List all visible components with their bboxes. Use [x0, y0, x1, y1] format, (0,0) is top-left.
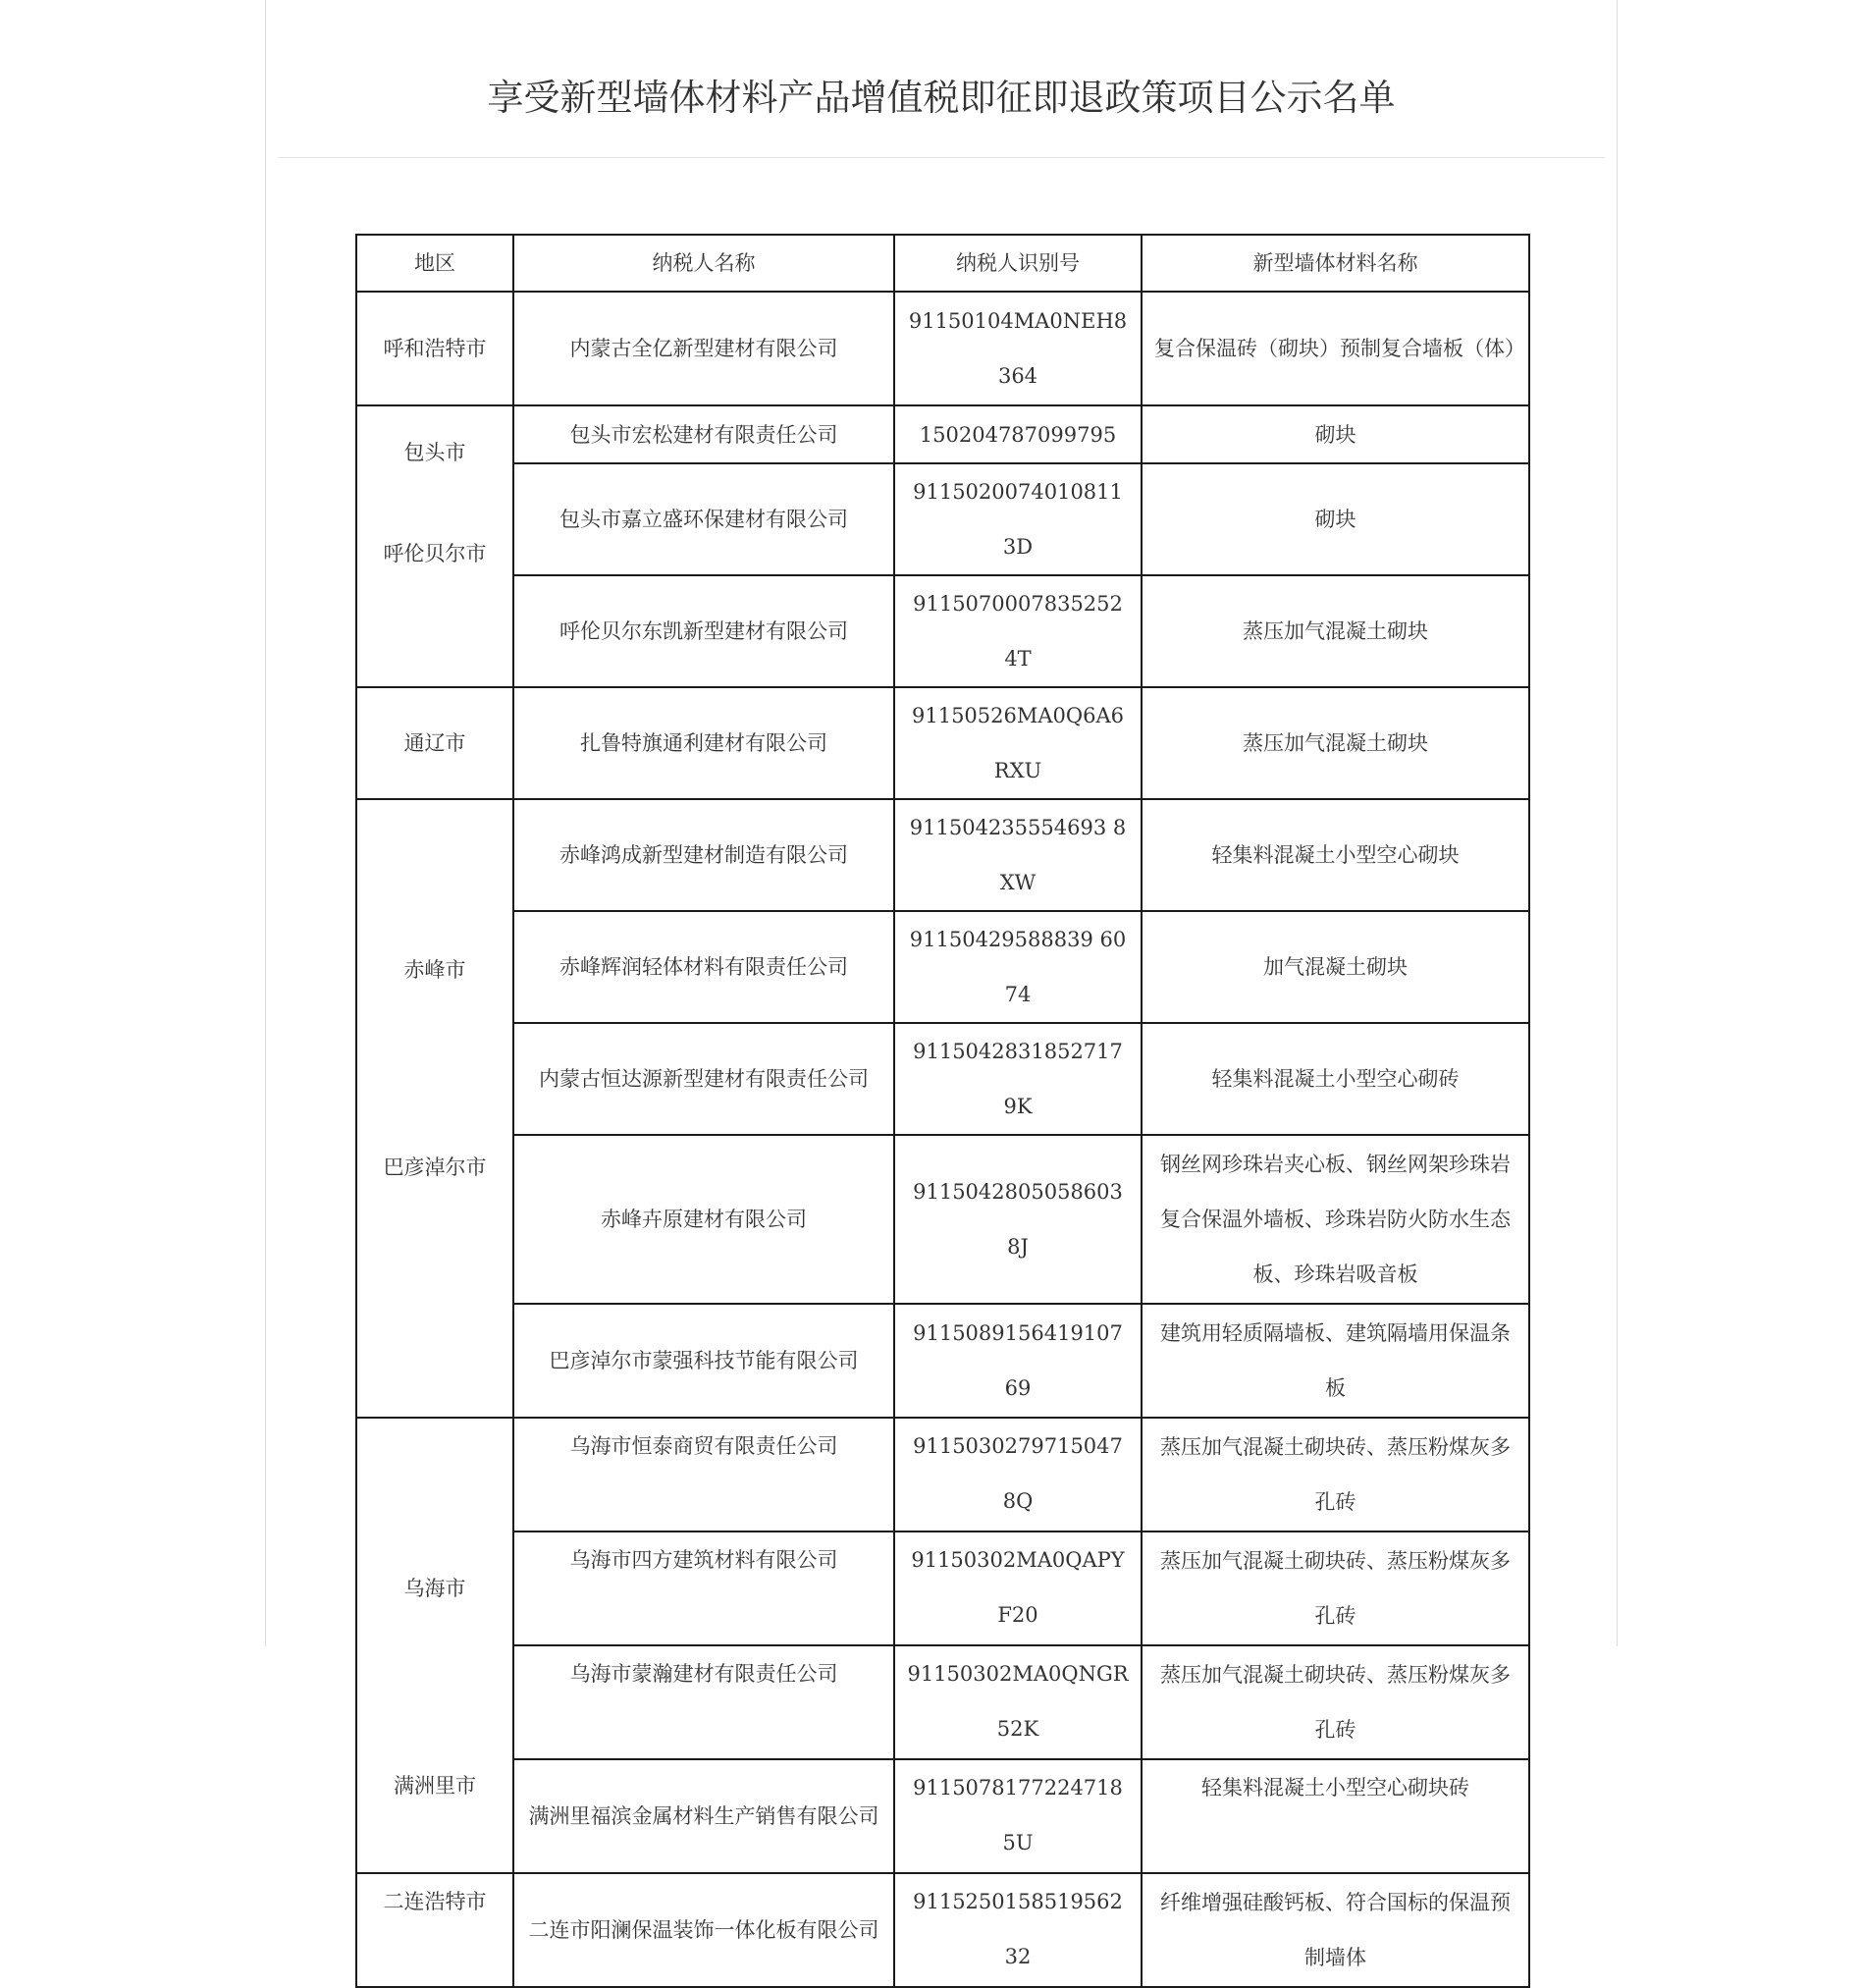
- material-cell: 钢丝网珍珠岩夹心板、钢丝网架珍珠岩复合保温外墙板、珍珠岩防火防水生态板、珍珠岩吸音板: [1142, 1135, 1529, 1304]
- material-cell: 砌块: [1142, 463, 1529, 575]
- table-row: [356, 463, 1529, 575]
- table-row: [356, 575, 1529, 687]
- taxpayer-name-cell: 乌海市蒙瀚建材有限责任公司: [513, 1645, 894, 1759]
- region-label: 呼伦贝尔市: [383, 542, 487, 565]
- material-cell: 蒸压加气混凝土砌块砖、蒸压粉煤灰多孔砖: [1142, 1531, 1529, 1645]
- table-row: [356, 687, 1529, 799]
- material-cell: 轻集料混凝土小型空心砌块: [1142, 799, 1529, 911]
- region-label: 乌海市: [403, 1577, 466, 1600]
- taxpayer-id-cell: 91150526MA0Q6A6RXU: [894, 687, 1142, 799]
- taxpayer-id-cell: 150204787099795: [894, 405, 1142, 463]
- header-region: 地区: [356, 235, 513, 292]
- material-cell: 蒸压加气混凝土砌块: [1142, 687, 1529, 799]
- table-row: [356, 405, 1529, 463]
- region-label: 巴彦淖尔市: [383, 1155, 487, 1179]
- taxpayer-id-cell: 91150429588839 6074: [894, 911, 1142, 1023]
- material-cell: 加气混凝土砌块: [1142, 911, 1529, 1023]
- table-row: [356, 1531, 1529, 1645]
- region-cell: 二连浩特市: [356, 1873, 513, 1987]
- material-cell: 纤维增强硅酸钙板、符合国标的保温预制墙体: [1142, 1873, 1529, 1987]
- region-cell-merged: [356, 1418, 513, 1873]
- taxpayer-id-cell: 91150428318527179K: [894, 1023, 1142, 1135]
- region-label: 满洲里市: [394, 1774, 476, 1798]
- taxpayer-id-cell: 911504235554693 8XW: [894, 799, 1142, 911]
- region-label: 包头市: [403, 441, 466, 464]
- material-cell: 轻集料混凝土小型空心砌块砖: [1142, 1759, 1529, 1873]
- region-cell: 呼和浩特市: [356, 292, 513, 405]
- taxpayer-id-cell: 91150302797150478Q: [894, 1418, 1142, 1531]
- table-header-row: [356, 235, 1529, 292]
- table-row: [356, 911, 1529, 1023]
- material-cell: 轻集料混凝土小型空心砌砖: [1142, 1023, 1529, 1135]
- table-row: [356, 1645, 1529, 1759]
- taxpayer-id-cell: 911508915641910769: [894, 1304, 1142, 1418]
- table-row: [356, 1873, 1529, 1987]
- taxpayer-name-cell: 赤峰卉原建材有限公司: [513, 1135, 894, 1304]
- table-row: [356, 1023, 1529, 1135]
- title-divider: [278, 157, 1605, 158]
- material-cell: 蒸压加气混凝土砌块砖、蒸压粉煤灰多孔砖: [1142, 1645, 1529, 1759]
- page-title: 享受新型墙体材料产品增值税即征即退政策项目公示名单: [487, 77, 1396, 119]
- table-row: [356, 1759, 1529, 1873]
- taxpayer-name-cell: 赤峰鸿成新型建材制造有限公司: [513, 799, 894, 911]
- taxpayer-name-cell: 巴彦淖尔市蒙强科技节能有限公司: [513, 1304, 894, 1418]
- table-row: [356, 292, 1529, 405]
- taxpayer-name-cell: 呼伦贝尔东凯新型建材有限公司: [513, 575, 894, 687]
- taxpayer-name-cell: 扎鲁特旗通利建材有限公司: [513, 687, 894, 799]
- taxpayer-id-cell: 91150302MA0QAPYF20: [894, 1531, 1142, 1645]
- material-cell: 建筑用轻质隔墙板、建筑隔墙用保温条板: [1142, 1304, 1529, 1418]
- header-material-name: 新型墙体材料名称: [1142, 235, 1529, 292]
- taxpayer-name-cell: 内蒙古恒达源新型建材有限责任公司: [513, 1023, 894, 1135]
- taxpayer-id-cell: 91150302MA0QNGR52K: [894, 1645, 1142, 1759]
- taxpayer-name-cell: 包头市宏松建材有限责任公司: [513, 405, 894, 463]
- policy-table: [355, 234, 1530, 1988]
- header-taxpayer-name: 纳税人名称: [513, 235, 894, 292]
- taxpayer-id-cell: 91150428050586038J: [894, 1135, 1142, 1304]
- taxpayer-name-cell: 乌海市四方建筑材料有限公司: [513, 1531, 894, 1645]
- material-cell: 蒸压加气混凝土砌块: [1142, 575, 1529, 687]
- taxpayer-id-cell: 91150200740108113D: [894, 463, 1142, 575]
- content-panel: [265, 0, 1618, 1969]
- taxpayer-name-cell: 包头市嘉立盛环保建材有限公司: [513, 463, 894, 575]
- table-row: [356, 799, 1529, 911]
- material-cell: 蒸压加气混凝土砌块砖、蒸压粉煤灰多孔砖: [1142, 1418, 1529, 1531]
- table-row: [356, 1418, 1529, 1531]
- taxpayer-id-cell: 911525015851956232: [894, 1873, 1142, 1987]
- material-cell: 砌块: [1142, 405, 1529, 463]
- header-taxpayer-id: 纳税人识别号: [894, 235, 1142, 292]
- taxpayer-name-cell: 满洲里福滨金属材料生产销售有限公司: [513, 1759, 894, 1873]
- taxpayer-name-cell: 乌海市恒泰商贸有限责任公司: [513, 1418, 894, 1531]
- region-cell: 通辽市: [356, 687, 513, 799]
- taxpayer-name-cell: 二连市阳澜保温装饰一体化板有限公司: [513, 1873, 894, 1987]
- taxpayer-id-cell: 91150781772247185U: [894, 1759, 1142, 1873]
- table-row: [356, 1135, 1529, 1304]
- region-cell-merged: [356, 799, 513, 1418]
- taxpayer-id-cell: 91150104MA0NEH8364: [894, 292, 1142, 405]
- taxpayer-name-cell: 赤峰辉润轻体材料有限责任公司: [513, 911, 894, 1023]
- material-cell: 复合保温砖（砌块）预制复合墙板（体）: [1142, 292, 1529, 405]
- taxpayer-id-cell: 91150700078352524T: [894, 575, 1142, 687]
- taxpayer-name-cell: 内蒙古全亿新型建材有限公司: [513, 292, 894, 405]
- region-cell-merged: [356, 405, 513, 687]
- table-row: [356, 1304, 1529, 1418]
- region-label: 赤峰市: [403, 958, 466, 982]
